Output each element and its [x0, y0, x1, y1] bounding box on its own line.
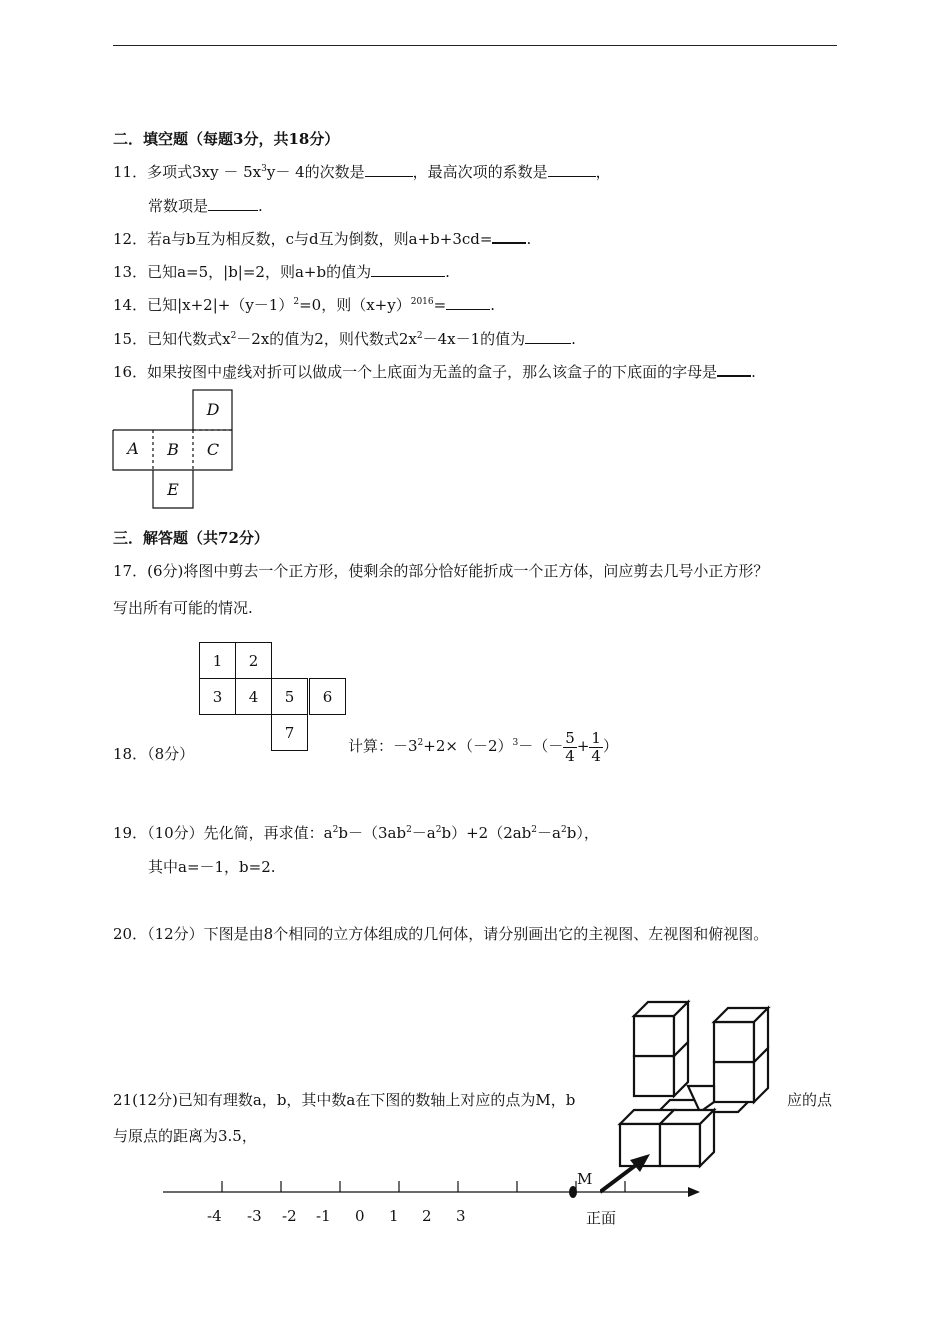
question-21-line2: 与原点的距离为3.5，: [113, 1127, 257, 1145]
grid-square-1: 1: [199, 642, 236, 679]
grid-square-4: 4: [235, 678, 272, 715]
question-14: 14．已知$|x+2|+(y-1)^2=0$，则$(x+y)^{2016}=$ .: [113, 296, 495, 314]
question-21-end: 应的点: [787, 1091, 833, 1109]
front-view-label: 正面: [586, 1209, 617, 1227]
tick-label: -2: [282, 1207, 297, 1225]
net-face-d: D: [206, 400, 220, 419]
answer-blank[interactable]: [365, 164, 413, 177]
question-21: 21(12分)已知有理数a，b，其中数a在下图的数轴上对应的点为M，b: [113, 1091, 576, 1109]
tick-label: 3: [456, 1207, 466, 1225]
question-15: 15．已知代数式$x^2-2x$的值为2，则代数式$2x^2-4x-1$的值为 .: [113, 330, 576, 348]
question-18-label: 18．（8分）: [113, 745, 195, 763]
tick-label: 0: [355, 1207, 365, 1225]
answer-blank[interactable]: [446, 297, 490, 310]
answer-blank[interactable]: [525, 331, 571, 344]
question-18-expression: 计算：$-3^2+2\times(-2)^3-(-$ $\frac{5}{4}$ + $\frac{1}{4}$ ）: [348, 729, 618, 765]
tick-label: -1: [316, 1207, 331, 1225]
section3-title: 三．解答题（共72分）: [113, 529, 269, 547]
question-17: 17．(6分)将图中剪去一个正方形，使剩余的部分恰好能折成一个正方体，问应剪去几号小正方形？: [113, 562, 769, 580]
question-11: 11．多项式$3xy - 5x^3y- 4$的次数是 ，最高次项的系数是 ，: [113, 163, 611, 181]
section2-title: 二．填空题（每题3分，共18分）: [113, 130, 340, 148]
grid-square-6: 6: [309, 678, 346, 715]
answer-blank[interactable]: [492, 230, 526, 244]
grid-square-7: 7: [271, 714, 308, 751]
net-face-b: B: [167, 440, 179, 459]
number-line: [160, 1168, 705, 1208]
net-face-a: A: [127, 439, 139, 458]
net-face-c: C: [206, 440, 220, 459]
question-11-line2: 常数项是 .: [148, 197, 263, 215]
point-m-label: M: [577, 1170, 593, 1188]
question-12: 12．若a与b互为相反数，c与d互为倒数，则a+b+3cd= .: [113, 230, 532, 248]
answer-blank[interactable]: [717, 363, 751, 377]
tick-label: -3: [247, 1207, 262, 1225]
question-13: 13．已知a=5，|b|=2，则a+b的值为 .: [113, 263, 450, 281]
question-20: 20．（12分）下图是由8个相同的立方体组成的几何体，请分别画出它的主视图、左视图和俯视图。: [113, 925, 769, 943]
header-rule: [113, 45, 837, 46]
tick-label: 1: [389, 1207, 399, 1225]
answer-blank[interactable]: [548, 164, 596, 177]
question-19: 19．（10分）先化简，再求值：$a^2b-(3ab^2-a^2b)+2(2ab^2-a^2b)$，: [113, 824, 599, 842]
grid-square-5: 5: [271, 678, 308, 715]
point-m-marker: [569, 1186, 577, 1198]
question-19-line2: 其中a=－1，b=2.: [148, 858, 276, 876]
tick-label: -4: [207, 1207, 222, 1225]
question-17-line2: 写出所有可能的情况.: [113, 599, 253, 617]
answer-blank[interactable]: [208, 198, 258, 211]
tick-label: 2: [422, 1207, 432, 1225]
question-16: 16．如果按图中虚线对折可以做成一个上底面为无盖的盒子，那么该盒子的下底面的字母是 .: [113, 363, 756, 381]
cube-solid-figure: [600, 990, 785, 1195]
answer-blank[interactable]: [371, 264, 445, 277]
grid-square-3: 3: [199, 678, 236, 715]
grid-square-2: 2: [235, 642, 272, 679]
net-face-e: E: [167, 480, 179, 499]
